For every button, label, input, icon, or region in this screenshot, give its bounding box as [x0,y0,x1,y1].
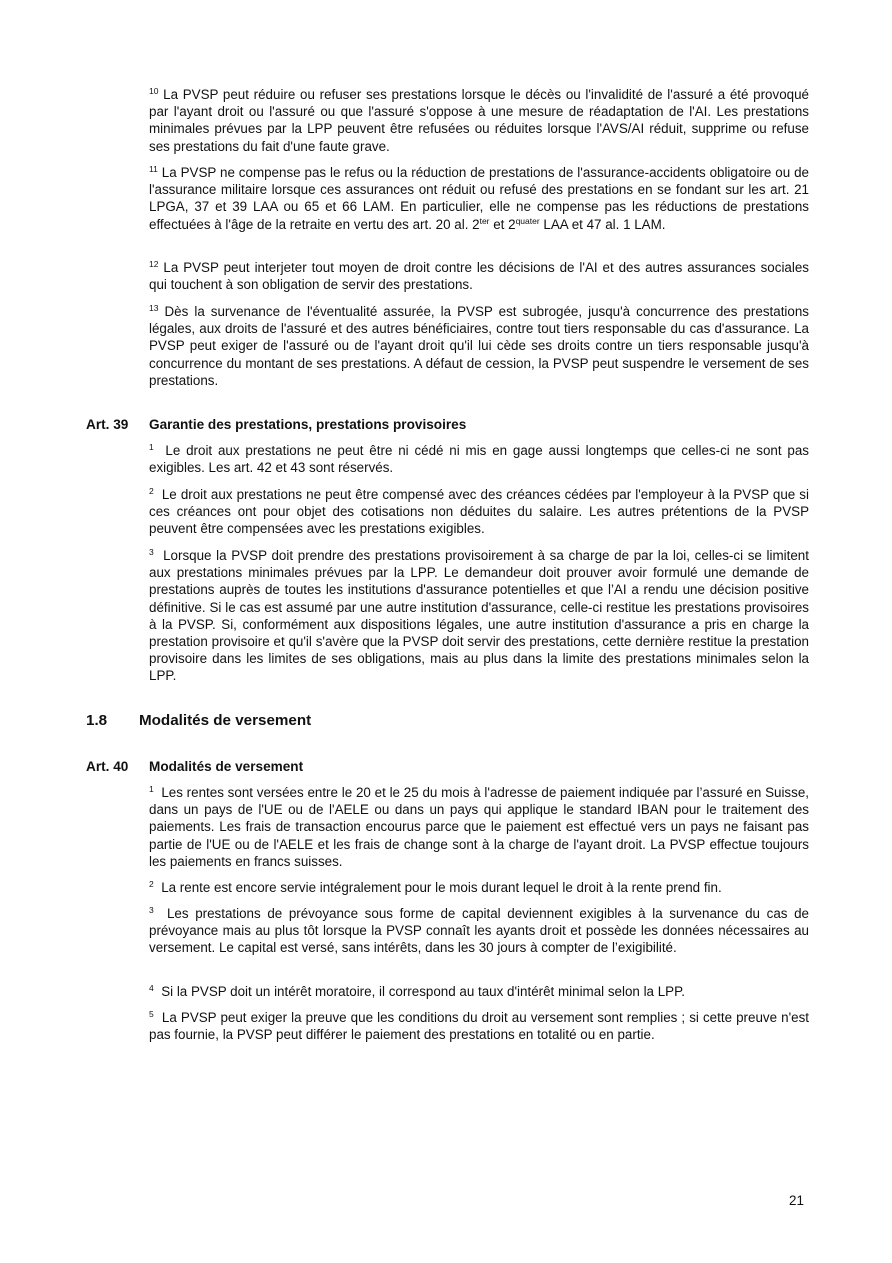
article-number: Art. 40 [86,759,129,774]
paragraph-12 [149,259,809,293]
paragraph-11 [149,164,809,233]
article-39-paragraph-1 [149,442,809,476]
paragraph-text: Le droit aux prestations ne peut être compensé avec des créances cédées par l'employeur à la PVSP que si ces créances ont pour objet des cotisations non déduites du salaire. Les autres prétentions de la PVSP peuvent être compensées avec les prestations exigibles. [149,487,809,537]
paragraph-number: 5 [149,1009,154,1019]
paragraph-text: Les rentes sont versées entre le 20 et le 25 du mois à l'adresse de paiement indiquée par l’assuré en Suisse, dans un pays de l'UE ou de l'AELE ou dans un pays qui applique le standard IBAN pour le traitement des paiements. Les frais de transaction encourus parce que le paiement est effectué vers un pays ne faisant pas partie de l'UE ou de l'AELE et les frais de change sont à la charge de l'ayant droit. La PVSP effectue toujours les paiements en francs suisses. [149,785,809,869]
paragraph-text: et 2 [489,216,516,232]
paragraph-text: LAA et 47 al. 1 LAM. [539,216,666,232]
paragraph-text: Lorsque la PVSP doit prendre des prestations provisoirement à sa charge de par la loi, celles-ci se limitent aux prestations minimales prévues par la LPP. Le demandeur doit prouver avoir formulé une demande de prestations auprès de toutes les institutions d'assurance potentielles et que l’AI a rendu une décision positive définitive. Si le cas est assumé par une autre institution d'assurance, celle-ci restitue les prestations provisoires à la PVSP. Si, conformément aux dispositions légales, une autre institution d'assurance a pris en charge la prestation provisoire et qu'il s'avère que la PVSP doit servir des prestations, cette dernière restitue la prestation provisoire dans les limites de ses obligations, mais au plus dans la limite des prestations minimales selon la LPP. [149,548,809,684]
superscript-quater: quater [515,215,540,226]
paragraph-number: 1 [149,442,154,452]
article-40-paragraph-4 [149,983,809,1000]
article-40-paragraph-3 [149,905,809,957]
paragraph-text: La rente est encore servie intégralement pour le mois durant lequel le droit à la rente prend fin. [161,880,722,895]
paragraph-text: Les prestations de prévoyance sous forme de capital deviennent exigibles à la survenance du cas de prévoyance mais au plus tôt lorsque la PVSP connaît les ayants droit et possède les données nécessaires au versement. Le capital est versé, sans intérêts, dans les 30 jours à compter de l’exigibilité. [149,906,809,956]
paragraph-text: Si la PVSP doit un intérêt moratoire, il correspond au taux d'intérêt minimal selon la LPP. [161,984,686,999]
page-number: 21 [789,1193,804,1208]
paragraph-number: 12 [149,259,159,269]
paragraph-number: 11 [149,164,158,174]
paragraph-number: 3 [149,547,154,557]
paragraph-text: La PVSP ne compense pas le refus ou la réduction de prestations de l'assurance-accidents obligatoire ou de l'assurance militaire lorsque ces assurances ont réduit ou refusé des prestations en se fondant sur les art. 21 LPGA, 37 et 39 LAA ou 65 et 66 LAM. En particulier, elle ne compense pas les réductions de prestations effectuées à l'âge de la retraite en vertu des art. 20 al. 2 [149,165,809,232]
section-number: 1.8 [86,712,108,729]
article-39-heading [86,416,466,433]
paragraph-number: 13 [149,303,159,313]
paragraph-number: 3 [149,905,154,915]
article-40-paragraph-1 [149,784,809,870]
article-39-paragraph-3 [149,547,809,685]
paragraph-number: 1 [149,784,154,794]
paragraph-10 [149,86,809,155]
article-title: Garantie des prestations, prestations provisoires [149,417,467,432]
section-title: Modalités de versement [139,712,312,729]
section-1-8-heading [86,711,311,730]
article-title: Modalités de versement [149,759,304,774]
article-number: Art. 39 [86,417,129,432]
paragraph-13 [149,303,809,389]
paragraph-text: Dès la survenance de l'éventualité assurée, la PVSP est subrogée, jusqu'à concurrence des prestations légales, aux droits de l'assuré et des autres bénéficiaires, contre tout tiers responsable du cas d'assurance. La PVSP peut exiger de l'assuré ou de l'ayant droit qu'il lui cède ses droits contre un tiers responsable jusqu'à concurrence du montant de ses prestations. A défaut de cession, la PVSP peut suspendre le versement de ses prestations. [149,304,809,388]
paragraph-text: La PVSP peut exiger la preuve que les conditions du droit au versement sont remplies ; si cette preuve n'est pas fournie, la PVSP peut différer le paiement des prestations en totalité ou en partie. [149,1010,809,1043]
article-40-heading [86,758,303,775]
article-39-paragraph-2 [149,486,809,538]
paragraph-text: La PVSP peut réduire ou refuser ses prestations lorsque le décès ou l'invalidité de l'assuré a été provoqué par l'ayant droit ou l'assuré ou que l'assuré s'oppose à une mesure de réadaptation de l'AI. Les prestations minimales prévues par la LPP peuvent être refusées ou réduites lorsque l'AVS/AI réduit, supprime ou refuse ses prestations du fait d'une faute grave. [149,87,809,154]
paragraph-text: Le droit aux prestations ne peut être ni cédé ni mis en gage aussi longtemps que celles-ci ne sont pas exigibles. Les art. 42 et 43 sont réservés. [149,443,809,476]
paragraph-text: La PVSP peut interjeter tout moyen de droit contre les décisions de l'AI et des autres assurances sociales qui touchent à son obligation de servir des prestations. [149,260,809,293]
article-40-paragraph-5 [149,1009,809,1043]
paragraph-number: 10 [149,86,159,96]
article-40-paragraph-2 [149,879,809,896]
paragraph-number: 4 [149,983,154,993]
paragraph-number: 2 [149,486,154,496]
paragraph-number: 2 [149,879,154,889]
superscript-ter: ter [479,215,490,226]
